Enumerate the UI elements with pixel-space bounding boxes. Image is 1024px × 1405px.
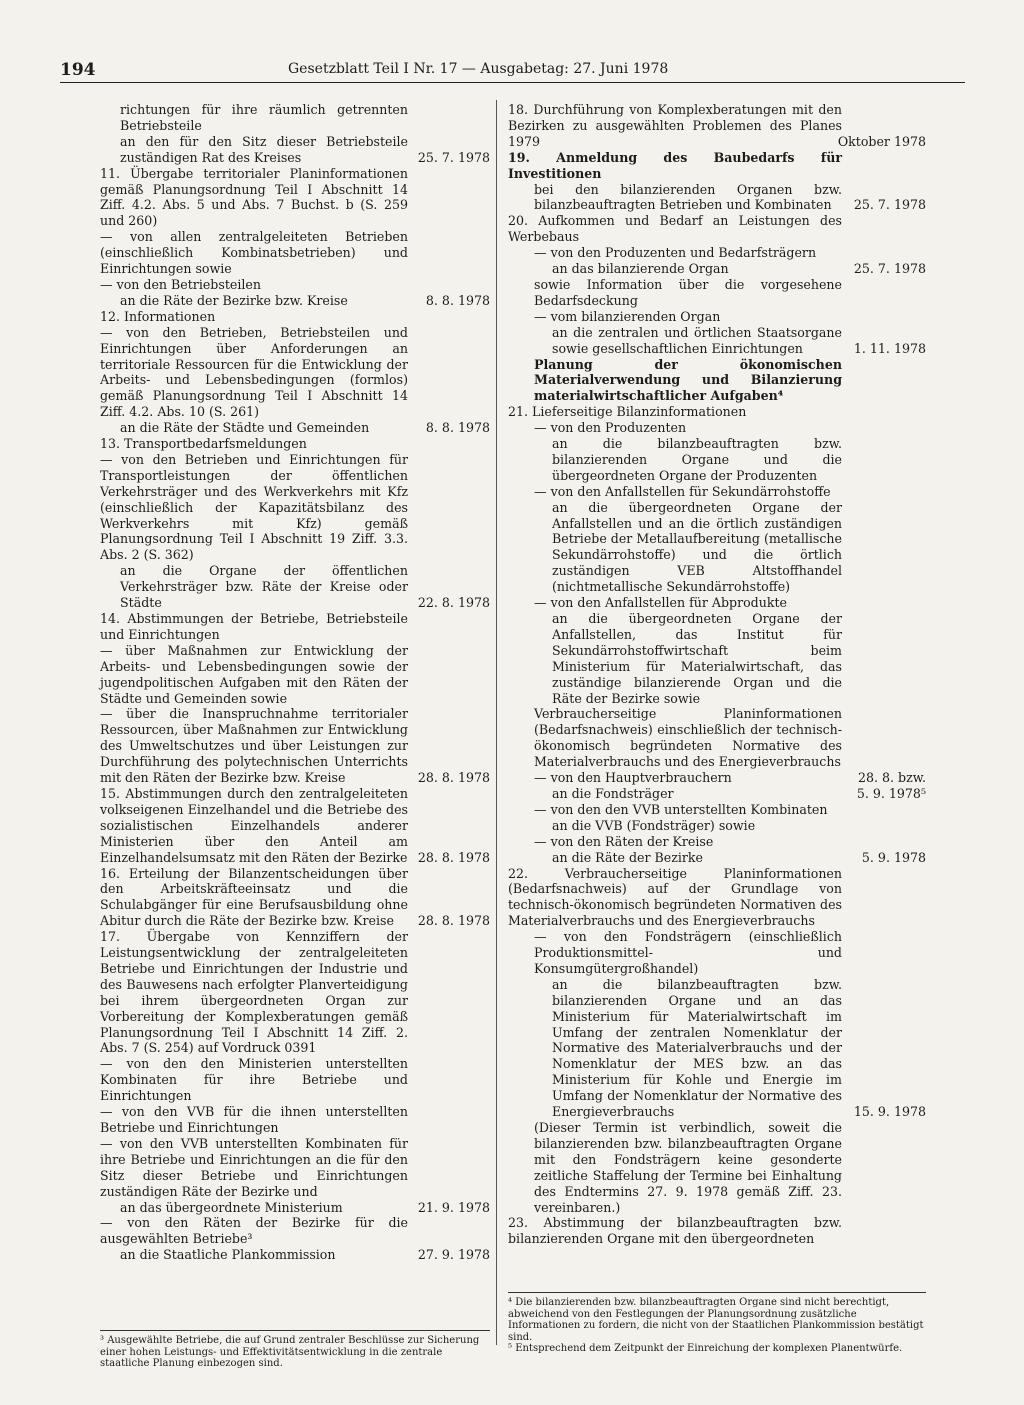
- entry: [508, 500, 926, 595]
- entry-date: 8. 8. 1978: [425, 420, 490, 436]
- entry: [100, 102, 490, 134]
- entry-date: 28. 8. bzw.: [857, 770, 926, 786]
- entry-text: — über die Inanspruchnahme territorialer Ressourcen, über Maßnahmen zur Entwicklung des Umweltschutzes und über Leistungen zur Durchführung des polytechnischen Unterrichts mit den Räten der Bezirke bzw. Kreise: [100, 706, 408, 786]
- entry: [100, 706, 490, 786]
- entry-text: — von den VVB für die ihnen unterstellten Betriebe und Einrichtungen: [100, 1104, 408, 1135]
- entry-date: 15. 9. 1978: [853, 1104, 926, 1120]
- entry-text: — von den Anfallstellen für Sekundärrohstoffe: [534, 483, 831, 499]
- entry: [508, 420, 926, 436]
- entry: [508, 404, 926, 420]
- entry-date: 28. 8. 1978: [417, 913, 490, 929]
- footnote-5: ⁵ Entsprechend dem Zeitpunkt der Einreichung der komplexen Planentwürfe.: [508, 1343, 903, 1354]
- page-header: [60, 60, 965, 82]
- entry: [100, 277, 490, 293]
- entry: [508, 277, 926, 309]
- entry-text: an die Organe der öffentlichen Verkehrsträger bzw. Räte der Kreise oder Städte: [120, 563, 408, 611]
- entry: [508, 977, 926, 1120]
- entry-text: — von den Betrieben, Betriebsteilen und Einrichtungen über Anforderungen an territoriale Ressourcen für die Entwicklung der Arbeits- und Lebensbedingungen (formlos) gemäß Planungsordnung Teil I Abschnitt 14 Ziff. 4.2. Abs. 10 (S. 261): [100, 324, 408, 420]
- entry: [508, 102, 926, 150]
- entry-text: 12. Informationen: [100, 308, 216, 324]
- entry-text: — von den Betriebsteilen: [100, 276, 261, 292]
- entry-date: Oktober 1978: [837, 133, 926, 149]
- entry: [508, 611, 926, 706]
- entry-text: an die VVB (Fondsträger) sowie: [552, 817, 756, 833]
- entry-date: 25. 7. 1978: [853, 197, 926, 213]
- entry-text: an die übergeordneten Organe der Anfallstellen und an die örtlich zuständigen Betriebe der Metallaufbereitung (metallische Sekundärrohstoffe) und die örtlich zuständigen VEB Altstoffhandel (nichtmetallische Sekundärrohstoffe): [552, 499, 842, 595]
- entry-text: an den für den Sitz dieser Betriebsteile zuständigen Rat des Kreises: [120, 133, 408, 165]
- entry-text: — von den Räten der Kreise: [534, 833, 714, 849]
- entry: [508, 802, 926, 818]
- entry-text: an das übergeordnete Ministerium: [120, 1199, 343, 1215]
- right-column: [508, 102, 926, 1247]
- entry-text: an die Räte der Bezirke bzw. Kreise: [120, 292, 348, 308]
- entry: [100, 1104, 490, 1136]
- entry-text: (Dieser Termin ist verbindlich, soweit die bilanzierenden bzw. bilanzbeauftragten Organe mit den Fondsträgern keine gesonderte zeitliche Staffelung der Termine bei Einhaltung des Endtermins 27. 9. 1978 gemäß Ziff. 23. vereinbaren.): [534, 1120, 842, 1215]
- entry: [508, 866, 926, 930]
- entry: [100, 1200, 490, 1216]
- entry: [508, 245, 926, 261]
- entry-text: — vom bilanzierenden Organ: [534, 308, 721, 324]
- entry-text: an die bilanzbeauftragten bzw. bilanzierenden Organe und die übergeordneten Organe der Produzenten: [552, 436, 842, 483]
- entry: [100, 166, 490, 230]
- entry-text: an die zentralen und örtlichen Staatsorgane sowie gesellschaftlichen Einrichtungen: [552, 324, 842, 356]
- entry-text: — von den Hauptverbrauchern: [534, 770, 732, 786]
- entry: [100, 866, 490, 930]
- entry-text: an die Staatliche Plankommission: [120, 1247, 336, 1263]
- entry-date: 5. 9. 1978⁵: [856, 785, 926, 801]
- entry: [508, 770, 926, 786]
- entry-text: — von den Räten der Bezirke für die ausgewählten Betriebe³: [100, 1215, 408, 1247]
- entry: [100, 1056, 490, 1104]
- entry-text: — über Maßnahmen zur Entwicklung der Arbeits- und Lebensbedingungen sowie der jugendpolitischen Aufgaben mit den Räten der Städte und Gemeinden sowie: [100, 642, 408, 706]
- footnote-left: [100, 1330, 490, 1370]
- entry-date: 28. 8. 1978: [417, 770, 490, 786]
- entry: [100, 929, 490, 1056]
- entry: [100, 611, 490, 643]
- entry: [100, 1215, 490, 1247]
- footnote-3: ³ Ausgewählte Betriebe, die auf Grund zentraler Beschlüsse zur Sicherung einer hohen Leistungs- und Effektivitätsentwicklung in die zentrale staatliche Planung einbezogen sind.: [100, 1335, 480, 1369]
- entry-text: — von den Anfallstellen für Abprodukte: [534, 595, 788, 611]
- entry: [508, 261, 926, 277]
- entry: [508, 150, 926, 182]
- entry-date: 25. 7. 1978: [417, 149, 490, 165]
- entry: [100, 452, 490, 563]
- entry: [508, 357, 926, 405]
- entry-date: 21. 9. 1978: [417, 1199, 490, 1215]
- entry-text: richtungen für ihre räumlich getrennten Betriebsteile: [120, 102, 408, 133]
- entry: [508, 929, 926, 977]
- header-rule: [60, 82, 965, 83]
- entry: [508, 484, 926, 500]
- entry-text: — von allen zentralgeleiteten Betrieben (einschließlich Kombinatsbetrieben) und Einrichtungen sowie: [100, 229, 408, 277]
- entry-text: Verbraucherseitige Planinformationen (Bedarfsnachweis) einschließlich der technisch-ökonomisch begründeten Normative des Materialverbrauchs und des Energieverbrauchs: [534, 706, 842, 770]
- entry-text: — von den Produzenten und Bedarfsträgern: [534, 245, 817, 261]
- entry-text: 17. Übergabe von Kennziffern der Leistungsentwicklung der zentralgeleiteten Betriebe und Einrichtungen der Industrie und des Bauwesens nach erfolgter Planverteidigung bei ihrem übergeordneten Organ zur Vorbereitung der Komplexberatungen gemäß Planungsordnung Teil I Abschnitt 14 Ziff. 2. Abs. 7 (S. 254) auf Vordruck 0391: [100, 929, 408, 1056]
- entry: [508, 834, 926, 850]
- entry-text: an die Fondsträger: [552, 785, 674, 801]
- entry: [508, 1215, 926, 1247]
- entry-text: 22. Verbraucherseitige Planinformationen (Bedarfsnachweis) auf der Grundlage von technisch-ökonomisch begründeten Normativen des Materialverbrauchs und des Energieverbrauchs: [508, 865, 842, 929]
- entry-text: 11. Übergabe territorialer Planinformationen gemäß Planungsordnung Teil I Abschnitt 14 Ziff. 4.2. Abs. 5 und Abs. 7 Buchst. b (S. 259 und 260): [100, 165, 408, 229]
- entry-text: 16. Erteilung der Bilanzentscheidungen über den Arbeitskräfteeinsatz und die Schulabgänger für eine Berufsausbildung ohne Abitur durch die Räte der Bezirke bzw. Kreise: [100, 865, 408, 929]
- entry: [508, 1120, 926, 1215]
- entry: [100, 563, 490, 611]
- entry: [508, 850, 926, 866]
- entry-date: 5. 9. 1978: [861, 849, 926, 865]
- entry: [100, 229, 490, 277]
- entry-text: 19. Anmeldung des Baubedarfs für Investitionen: [508, 149, 842, 181]
- entry: [508, 818, 926, 834]
- running-title: Gesetzblatt Teil I Nr. 17 — Ausgabetag: 27. Juni 1978: [288, 61, 669, 77]
- entry-text: Planung der ökonomischen Materialverwendung und Bilanzierung materialwirtschaftlicher Aufgaben⁴: [534, 356, 842, 404]
- entry-text: — von den den Ministerien unterstellten Kombinaten für ihre Betriebe und Einrichtungen: [100, 1056, 408, 1104]
- entry-text: — von den Fondsträgern (einschließlich Produktionsmittel- und Konsumgütergroßhandel): [534, 929, 842, 976]
- entry-date: 25. 7. 1978: [853, 261, 926, 277]
- entry-text: 13. Transportbedarfsmeldungen: [100, 436, 307, 452]
- entry: [100, 436, 490, 452]
- column-divider: [496, 100, 497, 1345]
- entry-text: an die Räte der Städte und Gemeinden: [120, 420, 370, 436]
- page-number: 194: [60, 60, 96, 80]
- entry-date: 22. 8. 1978: [417, 595, 490, 611]
- entry-text: — von den den VVB unterstellten Kombinaten: [534, 801, 828, 817]
- entry-text: an das bilanzierende Organ: [552, 261, 729, 277]
- entry: [100, 1136, 490, 1200]
- entry-text: — von den VVB unterstellten Kombinaten für ihre Betriebe und Einrichtungen an die für den Sitz dieser Betriebe und Einrichtungen zuständigen Räte der Bezirke und: [100, 1135, 408, 1199]
- entry: [508, 325, 926, 357]
- entry-text: 23. Abstimmung der bilanzbeauftragten bzw. bilanzierenden Organe mit den übergeordneten: [508, 1215, 842, 1247]
- entry: [508, 309, 926, 325]
- entry: [100, 786, 490, 866]
- entry: [508, 706, 926, 770]
- entry-text: 21. Lieferseitige Bilanzinformationen: [508, 404, 747, 420]
- entry: [100, 1247, 490, 1263]
- entry-text: 14. Abstimmungen der Betriebe, Betriebsteile und Einrichtungen: [100, 611, 408, 642]
- entry-date: 1. 11. 1978: [853, 340, 926, 356]
- footnotes-right: [508, 1292, 926, 1355]
- left-column: [100, 102, 490, 1263]
- entry: [100, 293, 490, 309]
- entry-text: — von den Produzenten: [534, 420, 687, 436]
- entry-text: bei den bilanzierenden Organen bzw. bilanzbeauftragten Betrieben und Kombinaten: [534, 181, 842, 213]
- entry: [508, 595, 926, 611]
- entry-text: an die Räte der Bezirke: [552, 849, 703, 865]
- entry: [508, 182, 926, 214]
- entry: [508, 436, 926, 484]
- footnote-4: ⁴ Die bilanzierenden bzw. bilanzbeauftragten Organe sind nicht berechtigt, abweichend von den Festlegungen der Planungsordnung zusätzliche Informationen zu fordern, die nicht von der Staatlichen Plankommission bestätigt sind.: [508, 1297, 924, 1343]
- entry: [508, 786, 926, 802]
- entry-text: sowie Information über die vorgesehene Bedarfsdeckung: [534, 276, 842, 308]
- entry-text: 20. Aufkommen und Bedarf an Leistungen des Werbebaus: [508, 213, 842, 245]
- entry: [100, 309, 490, 325]
- entry-text: 18. Durchführung von Komplexberatungen mit den Bezirken zu ausgewählten Problemen des Planes 1979: [508, 102, 842, 149]
- entry-text: 15. Abstimmungen durch den zentralgeleiteten volkseigenen Einzelhandel und die Betriebe des sozialistischen Einzelhandels anderer Ministerien über den Anteil am Einzelhandelsumsatz mit den Räten der Bezirke: [100, 785, 408, 865]
- entry-text: — von den Betrieben und Einrichtungen für Transportleistungen der öffentlichen Verkehrsträger und des Werkverkehrs mit Kfz (einschließlich der Kapazitätsbilanz des Werkverkehrs mit Kfz) gemäß Planungsordnung Teil I Abschnitt 19 Ziff. 3.3. Abs. 2 (S. 362): [100, 451, 408, 563]
- entry-date: 27. 9. 1978: [417, 1247, 490, 1263]
- entry: [100, 643, 490, 707]
- entry: [508, 213, 926, 245]
- entry-text: an die bilanzbeauftragten bzw. bilanzierenden Organe und an das Ministerium für Materialwirtschaft im Umfang der zentralen Nomenklatur der Normative des Materialverbrauchs und der Nomenklatur der MES bzw. an das Ministerium für Kohle und Energie im Umfang der Nomenklatur der Normative des Energieverbrauchs: [552, 976, 842, 1120]
- entry: [100, 325, 490, 420]
- entry: [100, 134, 490, 166]
- entry: [100, 420, 490, 436]
- entry-date: 28. 8. 1978: [417, 849, 490, 865]
- entry-date: 8. 8. 1978: [425, 292, 490, 308]
- entry-text: an die übergeordneten Organe der Anfallstellen, das Institut für Sekundärrohstoffwirtschaft beim Ministerium für Materialwirtschaft, das zuständige bilanzierende Organ und die Räte der Bezirke sowie: [552, 611, 842, 706]
